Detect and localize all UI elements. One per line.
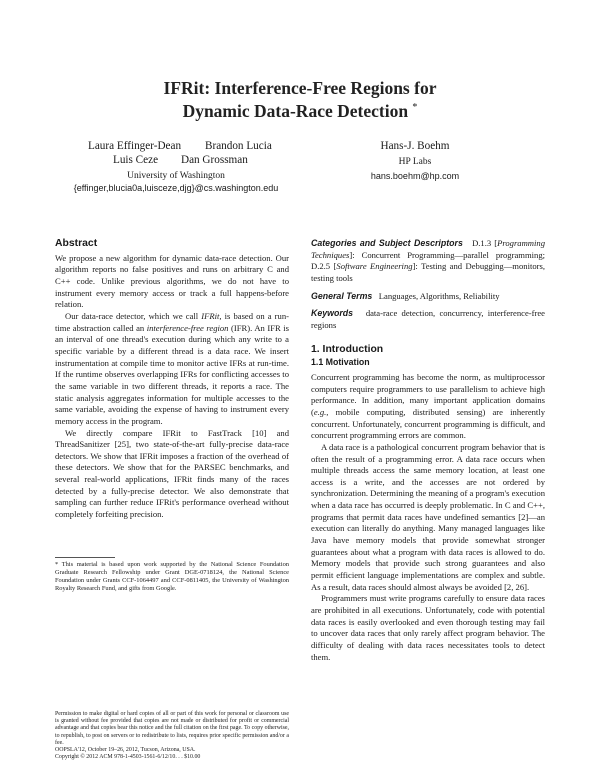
intro-paragraph-1 xyxy=(311,372,545,442)
intro-p1-part: e.g. xyxy=(313,406,327,417)
right-column xyxy=(311,238,545,663)
paper-title-line1: IFRit: Interference-Free Regions for xyxy=(163,78,437,98)
intro-p1-part: Concurrent programming has become the norm, as multiprocessor computers require programmers to use parallelism to achieve high performance. In addition, many important application domains ( xyxy=(311,371,545,417)
author-luis-name: Luis Ceze xyxy=(113,154,159,166)
permission-text: Permission to make digital or hard copies of all or part of this work for personal or classroom use is granted without fee provided that copies are not made or distributed for profit or commercial advantage and that copies bear this notice and the full citation on the first page. To copy otherwise, to republish, to post on servers or to redistribute to lists, requires prior specific permission and/or a fee. xyxy=(55,711,289,746)
abstract-section xyxy=(55,238,289,521)
ifrit-name: IFRit xyxy=(201,310,220,321)
categories-part: ]: Testing and Debugging—monitors, testing tools xyxy=(311,261,545,283)
abstract-paragraph-2 xyxy=(55,311,289,428)
motivation-heading: 1.1 Motivation xyxy=(311,357,370,368)
general-terms xyxy=(311,291,545,303)
keywords-text: data-race detection, concurrency, interference-free regions xyxy=(311,308,545,330)
author-names-line1 xyxy=(88,139,181,154)
conference-line: OOPSLA'12, October 19–26, 2012, Tucson, Arizona, USA. xyxy=(55,747,196,754)
intro-heading: 1. Introduction xyxy=(311,343,384,355)
abstract-heading: Abstract xyxy=(55,238,98,249)
author-luis xyxy=(113,153,158,168)
ifr-term: interference-free region xyxy=(146,322,229,333)
email-uw: {effinger,blucia0a,luisceze,djg}@cs.washington.edu xyxy=(73,183,279,193)
author-dan xyxy=(181,153,248,168)
keywords xyxy=(311,308,545,331)
email-hp: hans.boehm@hp.com xyxy=(370,171,460,181)
keywords-label: Keywords xyxy=(311,308,354,319)
categories-label: Categories and Subject Descriptors xyxy=(311,238,463,248)
author-hans: Hans-J. Boehm xyxy=(380,140,450,152)
categories-part: ]: Concurrent Programming—parallel programming; D.2.5 [ xyxy=(311,249,545,272)
author-brandon-name: Brandon Lucia xyxy=(205,140,272,152)
copyright-line: Copyright © 2012 ACM 978-1-4503-1561-6/12/10. . . $10.00 xyxy=(55,754,201,761)
general-terms-text: Languages, Algorithms, Reliability xyxy=(378,290,500,301)
abstract-paragraph-1: We propose a new algorithm for dynamic data-race detection. Our algorithm reports no false positives and runs on arbitrary C and C++ code. Unlike previous algorithms, we do not have to instrument every memory access or track a full happens-before relation. xyxy=(55,252,289,310)
intro-paragraph-2: A data race is a pathological concurrent program behavior that is often the result of a programming error. A data race occurs when multiple threads access the same memory location, at least one access is a write, and the accesses are not ordered by synchronization. Determining the meaning of a program's execution when a data race has occurred is deeply problematic. In C and C++, programs that permit data races have undefined semantics [2]—an execution can literally do anything. Many managed languages like Java have memory models that provide somewhat stronger guarantees about what a program with data races is allowed to do. Memory models that provide such strong guarantees and also permit efficient language implementations are complex and subtle. As a result, data races should almost always be avoided [2, 26]. xyxy=(311,441,545,592)
paper-title-line2-text: Dynamic Data-Race Detection xyxy=(182,100,409,121)
permission-notice xyxy=(55,711,289,761)
funding-footnote: * This material is based upon work supported by the National Science Foundation Graduate Research Fellowship under Grant DGE-0718124, the National Science Foundation under Grants CCF-1064497 and CCF-0811405, the University of Washington Royalty Research Fund, and gifts from Google. xyxy=(55,561,289,592)
categories-part: D.1.3 [ xyxy=(472,238,498,248)
affiliation-hp: HP Labs xyxy=(398,157,432,167)
footnote-rule xyxy=(55,557,115,558)
abstract-paragraph-3: We directly compare IFRit to FastTrack [10] and ThreadSanitizer [25], two state-of-the-art fully-precise data-race detectors. We show that IFRit imposes a fraction of the overhead of these detectors. We show that for the PARSEC benchmarks, and several real-world applications, IFRit finds many of the races detected by a fully-precise detector. We also demonstrate that sampling can further reduce IFRit's performance overhead without completely forfeiting precision. xyxy=(55,427,289,520)
intro-paragraph-3: Programmers must write programs carefully to ensure data races are prohibited in all executions. Unfortunately, code with potential data races is easily overlooked and even thorough testing may fail to uncover data races that only rarely affect program behavior. The difficulty of dealing with data races necessitates tools to detect them. xyxy=(311,593,545,662)
categories-part: Software Engineering xyxy=(336,261,413,272)
categories-part: Programming Techniques xyxy=(311,238,545,260)
abstract-p2-part: (IFR). An IFR is an interval of one thread's execution during which any write to a specific variable by a different thread is a data race. We insert instrumentation at compile time to monitor active IFRs at run-time. If the runtime observes overlapping IFRs for conflicting accesses to the same variable in two different threads, it reports a race. The static analysis aggregates information for multiple accesses to the same variable, avoiding the expense of having to instrument every memory access in the program. xyxy=(55,322,289,426)
abstract-p2-part: Our data-race detector, which we call xyxy=(65,310,202,321)
abstract-p2-part: , is based on a run-time abstraction called an xyxy=(55,310,290,333)
author-dan-name: Dan Grossman xyxy=(181,154,248,166)
general-terms-label: General Terms xyxy=(311,290,373,301)
author-brandon xyxy=(205,139,272,154)
title-footnote-marker: * xyxy=(412,102,418,113)
categories-descriptors xyxy=(311,238,545,285)
affiliation-uw: University of Washington xyxy=(127,171,225,181)
paper-title-line2 xyxy=(0,97,600,122)
intro-p1-part: , mobile computing, distributed sensing) are inherently concurrent. Unfortunately, concurrent programming is difficult, and concurrent programming errors are common. xyxy=(311,406,545,441)
author-laura: Laura Effinger-Dean xyxy=(88,140,182,152)
